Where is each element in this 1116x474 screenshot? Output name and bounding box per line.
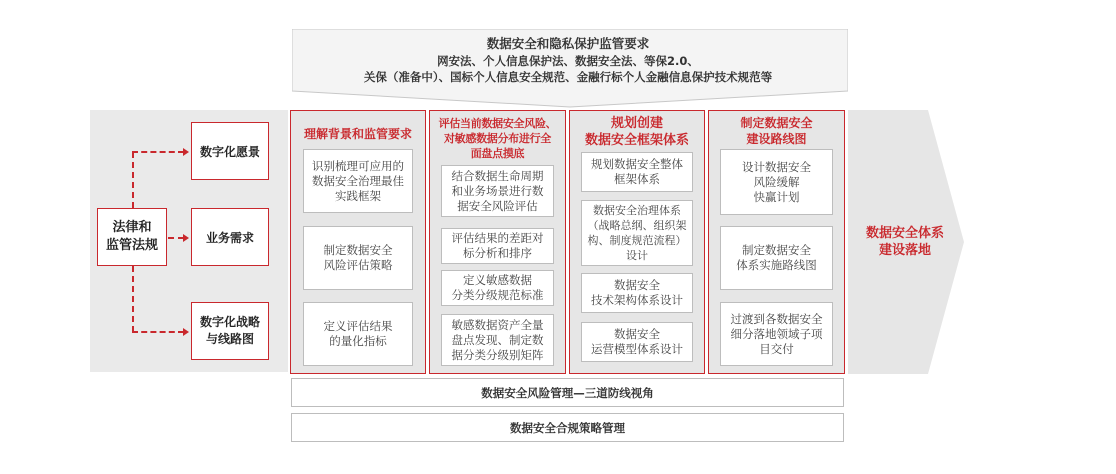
connector-vertical-lower [132, 266, 134, 332]
arrow-to-strategy [183, 328, 189, 336]
connector-to-vision [132, 151, 184, 153]
digital-vision-box: 数字化愿景 [191, 122, 269, 180]
digital-strategy-box: 数字化战略 与线路图 [191, 302, 269, 360]
connector-vertical [132, 152, 134, 208]
column-3-item: 规划数据安全整体 框架体系 [581, 152, 693, 192]
banner-line-2: 关保（准备中）、国标个人信息安全规范、金融行标个人金融信息保护技术规范等 [363, 70, 773, 84]
column-3-title: 规划创建 数据安全框架体系 [584, 116, 689, 148]
risk-management-bar: 数据安全风险管理—三道防线视角 [291, 378, 844, 407]
column-3-item: 数据安全 运营模型体系设计 [581, 322, 693, 362]
column-1-item: 定义评估结果 的量化指标 [303, 302, 413, 366]
column-1-title: 理解背景和监管要求 [303, 126, 412, 141]
column-4-item: 过渡到各数据安全 细分落地领域子项 目交付 [720, 302, 833, 366]
column-2-item: 评估结果的差距对 标分析和排序 [441, 228, 554, 264]
column-2-item: 敏感数据资产全量 盘点发现、制定数 据分类分级别矩阵 [441, 314, 554, 366]
column-3-item: 数据安全 技术架构体系设计 [581, 273, 693, 313]
connector-to-business [168, 237, 184, 239]
banner-line-1: 网安法、个人信息保护法、数据安全法、等保2.0、 [437, 54, 699, 68]
column-1-item: 识别梳理可应用的 数据安全治理最佳 实践框架 [303, 149, 413, 213]
column-4-title: 制定数据安全 建设路线图 [740, 116, 813, 146]
law-regulation-box: 法律和 监管法规 [97, 208, 167, 266]
column-2-title: 评估当前数据安全风险、 对敏感数据分布进行全 面盘点摸底 [438, 116, 557, 160]
compliance-strategy-bar: 数据安全合规策略管理 [291, 413, 844, 442]
arrow-to-vision [183, 148, 189, 156]
arrow-to-business [183, 234, 189, 242]
column-2-item: 定义敏感数据 分类分级规范标准 [441, 270, 554, 306]
banner-title: 数据安全和隐私保护监管要求 [486, 36, 650, 51]
connector-to-strategy [132, 331, 184, 333]
result-label: 数据安全体系 建设落地 [865, 226, 944, 258]
column-2-item: 结合数据生命周期 和业务场景进行数 据安全风险评估 [441, 165, 554, 217]
business-needs-box: 业务需求 [191, 208, 269, 266]
column-4-item: 设计数据安全 风险缓解 快赢计划 [720, 149, 833, 215]
column-3-item: 数据安全治理体系 （战略总纲、组织架 构、制度规范流程） 设计 [581, 200, 693, 266]
column-1-item: 制定数据安全 风险评估策略 [303, 226, 413, 290]
column-4-item: 制定数据安全 体系实施路线图 [720, 226, 833, 290]
